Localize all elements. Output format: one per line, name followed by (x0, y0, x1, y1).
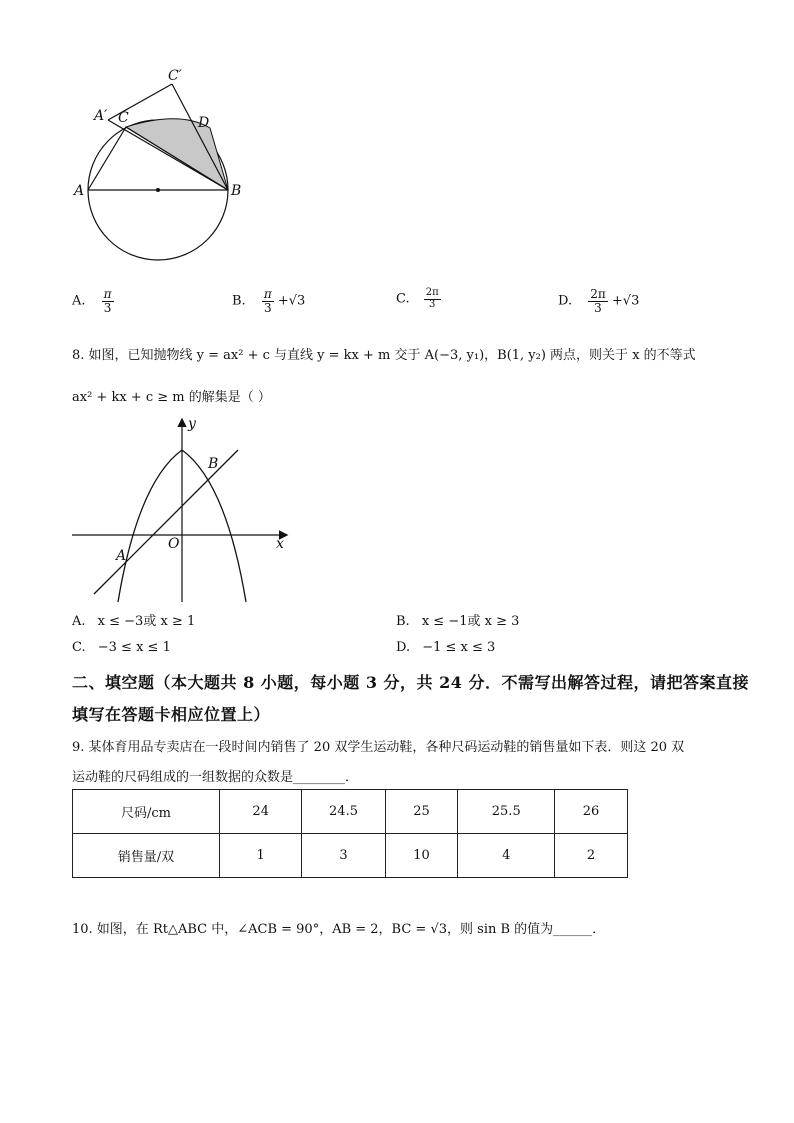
q8-stem-line2: ax² + kx + c ≥ m 的解集是（ ） (72, 390, 271, 405)
q7-center-dot (156, 188, 160, 192)
q8-option-d-letter: D. (396, 640, 411, 655)
q8-option-c-letter: C. (72, 640, 86, 655)
q7-option-d-fraction (588, 288, 608, 314)
q9-table-header: 销售量/双 (73, 834, 220, 878)
q8-label-x: x (276, 536, 284, 552)
table-cell: 25 (385, 790, 458, 834)
q8-option-d-text: −1 ≤ x ≤ 3 (422, 640, 496, 655)
table-cell: 10 (385, 834, 458, 878)
q7-shaded-region (126, 119, 228, 190)
q7-option-d-letter: D. (558, 293, 573, 309)
section2-title-line2: 填写在答题卡相应位置上） (72, 705, 271, 724)
q8-option-d (396, 640, 495, 655)
q7-option-d (558, 288, 639, 314)
table-cell: 2 (555, 834, 628, 878)
q8-option-b (396, 610, 519, 629)
table-cell: 25.5 (458, 790, 555, 834)
q8-figure (70, 412, 300, 604)
q7-label-B: B (231, 183, 242, 199)
q7-option-b-den: 3 (263, 300, 272, 315)
q8-option-b-text: x ≤ −1或 x ≥ 3 (421, 614, 520, 629)
q9-stem-line2: 运动鞋的尺码组成的一组数据的众数是________． (72, 770, 359, 785)
table-row (73, 834, 628, 878)
q8-option-a (72, 610, 195, 629)
q8-label-O: O (168, 536, 180, 552)
q9-table-header: 尺码/cm (73, 790, 220, 834)
q8-option-a-letter: A. (72, 614, 86, 629)
q7-option-c-letter: C. (396, 291, 410, 307)
q8-stem-line1: 8. 如图，已知抛物线 y = ax² + c 与直线 y = kx + m 交于 A(−3, y₁)，B(1, y₂) 两点，则关于 x 的不等式 (72, 348, 696, 363)
section2-title-line1: 二、填空题（本大题共 8 小题，每小题 3 分，共 24 分．不需写出解答过程，请把答案直接 (72, 673, 749, 692)
q7-option-c-fraction (424, 288, 441, 310)
table-cell: 3 (302, 834, 385, 878)
q8-option-b-letter: B. (396, 614, 410, 629)
table-row (73, 790, 628, 834)
q7-option-a-num: π (103, 287, 112, 301)
q8-label-A: A (116, 548, 127, 564)
q7-option-b-fraction (262, 288, 274, 314)
q10-stem: 10. 如图，在 Rt△ABC 中，∠ACB = 90°，AB = 2，BC = √3，则 sin B 的值为______． (72, 922, 606, 937)
q7-option-b (232, 288, 305, 314)
q7-figure (70, 60, 260, 270)
q8-option-c (72, 640, 171, 655)
q7-label-Cprime: C′ (168, 68, 182, 84)
q7-option-a (72, 288, 114, 314)
q7-label-Aprime: A′ (94, 108, 108, 124)
table-cell: 24.5 (302, 790, 385, 834)
q8-option-a-text: x ≤ −3或 x ≥ 1 (97, 614, 196, 629)
q8-label-y: y (188, 416, 196, 432)
q7-option-b-extra: +√3 (277, 293, 306, 309)
q7-label-A: A (74, 183, 85, 199)
q8-option-c-text: −3 ≤ x ≤ 1 (97, 640, 171, 655)
q8-label-B: B (208, 456, 219, 472)
q9-table (72, 789, 628, 878)
q7-option-a-letter: A. (72, 293, 86, 309)
table-cell: 1 (219, 834, 302, 878)
q7-option-a-den: 3 (103, 300, 112, 315)
q7-chord-AC (88, 127, 126, 190)
q7-option-b-letter: B. (232, 293, 246, 309)
q7-option-b-num: π (263, 287, 272, 301)
q7-option-a-fraction (102, 288, 114, 314)
q7-option-c-num: 2π (425, 287, 439, 298)
q9-stem-line1: 9. 某体育用品专卖店在一段时间内销售了 20 双学生运动鞋，各种尺码运动鞋的销售量如下表．则这 20 双 (72, 740, 685, 755)
q7-option-d-den: 3 (594, 300, 602, 315)
q7-option-c-den: 3 (429, 298, 436, 310)
q7-option-d-extra: +√3 (611, 293, 640, 309)
table-cell: 24 (219, 790, 302, 834)
table-cell: 4 (458, 834, 555, 878)
table-cell: 26 (555, 790, 628, 834)
q7-option-c (396, 288, 441, 310)
q7-label-C: C (118, 110, 129, 126)
q7-option-d-num: 2π (590, 287, 606, 301)
q7-label-D: D (198, 115, 210, 131)
